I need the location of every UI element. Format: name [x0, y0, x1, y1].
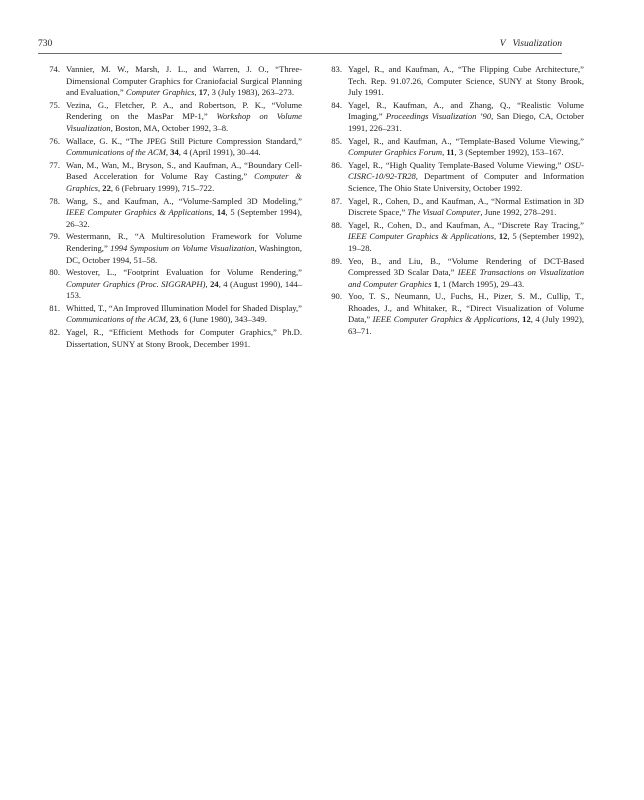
reference-text: ,	[493, 231, 499, 242]
reference-text: Yagel, R., Cohen, D., and Kaufman, A., “Normal Estimation in 3D Discrete Space,”	[348, 195, 584, 218]
reference-column-left	[38, 64, 302, 351]
reference-venue: IEEE Transactions on Visualization and Computer Graphics	[348, 267, 584, 289]
reference-text: , Washington, DC, October 1994, 51–58.	[66, 242, 302, 265]
reference-text: ,	[517, 314, 523, 325]
reference-entry	[38, 100, 302, 135]
reference-column-right	[320, 64, 584, 339]
reference-volume: 12	[498, 231, 508, 242]
reference-text: Yoo, T. S., Neumann, U., Fuchs, H., Pizer, S. M., Cullip, T., Rhoades, J., and Whitaker, R., “Direct Visualization of Volume Data,”	[348, 291, 584, 325]
reference-text: , Department of Computer and Information Science, The Ohio State University, October 1992.	[348, 171, 584, 193]
reference-text: Yagel, R., Cohen, D., and Kaufman, A., “Discrete Ray Tracing,”	[348, 219, 584, 230]
reference-text: ,	[211, 207, 217, 218]
reference-number: 85.	[331, 135, 342, 146]
reference-volume: 14	[216, 207, 226, 218]
reference-volume: 22	[102, 182, 111, 193]
reference-text: Vannier, M. W., Marsh, J. L., and Warren, J. O., “Three-Dimensional Computer Graphics for Craniofacial Surgical Planning and Evaluation,”	[66, 64, 302, 98]
reference-number: 75.	[49, 99, 60, 110]
reference-text: ,	[98, 182, 103, 193]
reference-text: , San Diego, CA, October 1991, 226–231.	[348, 111, 584, 133]
reference-text: ,	[165, 314, 171, 325]
reference-number: 81.	[49, 302, 60, 313]
reference-venue: OSU-CISRC-10/92-TR28	[348, 159, 584, 182]
reference-text: Wang, S., and Kaufman, A., “Volume-Sampled 3D Modeling,”	[66, 195, 302, 206]
reference-text: Wan, M., Wan, M., Bryson, S., and Kaufman, A., “Boundary Cell-Based Acceleration for Volume Ray Casting,”	[66, 159, 302, 182]
reference-number: 89.	[331, 255, 342, 266]
reference-entry	[320, 291, 584, 337]
reference-entry	[320, 64, 584, 99]
reference-number: 83.	[331, 64, 342, 74]
reference-text: , 4 (August 1990), 144–153.	[66, 278, 303, 301]
reference-text: Yeo, B., and Liu, B., “Volume Rendering of DCT-Based Compressed 3D Scalar Data,”	[348, 255, 584, 278]
reference-number: 76.	[49, 135, 60, 146]
reference-number: 79.	[49, 231, 60, 242]
reference-text: Yagel, R., “High Quality Template-Based Volume Viewing,”	[348, 159, 565, 170]
reference-text: , 6 (February 1999), 715–722.	[110, 182, 215, 193]
reference-entry	[38, 136, 302, 159]
reference-volume: 34	[170, 147, 179, 158]
reference-text: Westover, L., “Footprint Evaluation for Volume Rendering,”	[66, 267, 302, 278]
reference-text: Vezina, G., Fletcher, P. A., and Robertson, P. K., “Volume Rendering on the MasPar MP-1,”	[66, 99, 302, 122]
reference-venue: Communications of the ACM	[66, 147, 166, 158]
reference-volume: 11	[446, 147, 455, 158]
reference-text: , 4 (July 1992), 63–71.	[348, 314, 584, 337]
reference-number: 77.	[49, 159, 60, 170]
reference-entry	[38, 303, 302, 326]
reference-text: ,	[205, 278, 211, 289]
reference-volume: 1	[433, 278, 439, 289]
reference-text: , 5 (September 1992), 19–28.	[348, 231, 584, 253]
reference-text: , June 1992, 278–291.	[480, 207, 557, 218]
reference-text: Yagel, R., and Kaufman, A., “The Flipping Cube Architecture,” Tech. Rep. 91.07.26, Computer Science, SUNY at Stony Brook, July 1991.	[348, 64, 584, 98]
reference-text: ,	[442, 147, 447, 158]
reference-text: , 3 (September 1992), 153–167.	[454, 147, 564, 158]
reference-number: 87.	[331, 195, 342, 206]
reference-text: , 3 (July 1983), 263–273.	[207, 87, 294, 98]
reference-entry	[38, 327, 302, 350]
reference-venue: IEEE Computer Graphics & Applications	[372, 314, 518, 325]
reference-entry	[320, 160, 584, 195]
reference-entry	[320, 256, 584, 291]
reference-text: Whitted, T., “An Improved Illumination Model for Shaded Display,”	[66, 302, 302, 313]
reference-text: , 1 (March 1995), 29–43.	[438, 278, 525, 289]
reference-venue: IEEE Computer Graphics & Applications	[348, 231, 494, 242]
reference-number: 88.	[331, 219, 342, 230]
reference-number: 82.	[49, 327, 60, 338]
reference-text: Yagel, R., Kaufman, A., and Zhang, Q., “Realistic Volume Imaging,”	[348, 99, 584, 122]
reference-entry	[38, 64, 302, 99]
reference-venue: 1994 Symposium on Volume Visualization	[110, 242, 255, 253]
reference-number: 86.	[331, 159, 342, 170]
reference-entry	[320, 100, 584, 135]
reference-number: 74.	[49, 64, 60, 74]
reference-venue: IEEE Computer Graphics & Applications	[66, 207, 212, 218]
reference-text: Yagel, R., and Kaufman, A., “Template-Based Volume Viewing,”	[348, 135, 584, 146]
reference-venue: Computer & Graphics	[66, 171, 302, 193]
reference-number: 80.	[49, 267, 60, 278]
reference-volume: 12	[522, 314, 531, 325]
reference-venue: Communications of the ACM	[66, 314, 166, 325]
reference-entry	[320, 220, 584, 255]
reference-entry	[320, 136, 584, 159]
reference-venue: Computer Graphics Forum	[348, 147, 443, 158]
reference-entry	[320, 196, 584, 219]
reference-number: 84.	[331, 99, 342, 110]
reference-volume: 24	[210, 278, 219, 289]
reference-text: Westermann, R., “A Multiresolution Framework for Volume Rendering,”	[66, 231, 302, 253]
reference-volume: 23	[170, 314, 179, 325]
reference-venue: The Visual Computer	[407, 207, 481, 218]
reference-text: , 4 (April 1991), 30–44.	[178, 147, 261, 158]
reference-entry	[38, 267, 302, 302]
reference-text: , 5 (September 1994), 26–32.	[66, 207, 302, 229]
reference-entry	[38, 160, 302, 195]
reference-number: 78.	[49, 195, 60, 206]
reference-venue: Proceedings Visualization ’90	[385, 111, 492, 122]
reference-text: Yagel, R., “Efficient Methods for Computer Graphics,” Ph.D. Dissertation, SUNY at Stony Brook, December 1991.	[66, 327, 302, 349]
reference-entry	[38, 231, 302, 266]
reference-venue: Computer Graphics	[125, 87, 195, 98]
reference-venue: Workshop on Volume Visualization	[66, 111, 302, 133]
reference-text: Wallace, G. K., “The JPEG Still Picture Compression Standard,”	[66, 135, 302, 146]
header-rule	[38, 53, 562, 54]
reference-number: 90.	[331, 291, 342, 302]
reference-venue: Computer Graphics (Proc. SIGGRAPH)	[66, 278, 206, 289]
reference-text: ,	[165, 147, 171, 158]
reference-text: ,	[194, 87, 199, 98]
reference-entry	[38, 196, 302, 231]
reference-text: , 6 (June 1980), 343–349.	[178, 314, 267, 325]
running-head: V Visualization	[499, 39, 562, 49]
reference-text: , Boston, MA, October 1992, 3–8.	[110, 122, 229, 133]
reference-volume: 17	[198, 87, 208, 98]
page-number: 730	[38, 39, 53, 49]
